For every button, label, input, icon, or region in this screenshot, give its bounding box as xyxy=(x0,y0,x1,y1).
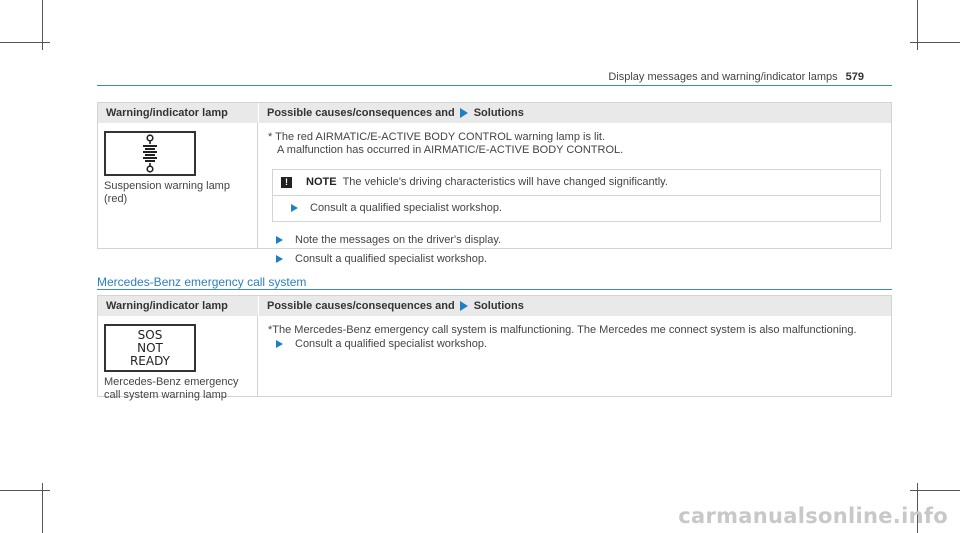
causes-header-text: Possible causes/consequences and xyxy=(267,300,455,312)
suspension-warning-icon xyxy=(104,131,196,176)
section-title: Mercedes-Benz emergency call system xyxy=(97,275,307,289)
header-section: Display messages and warning/indicator lamps xyxy=(608,71,838,83)
solutions-header-text: Solutions xyxy=(473,300,524,312)
col-causes-header xyxy=(258,103,891,123)
col-lamp-header: Warning/indicator lamp xyxy=(106,300,228,312)
causes-cell xyxy=(258,316,891,396)
note-text: The vehicle's driving characteristics will have changed significantly. xyxy=(342,176,668,188)
note-action xyxy=(273,196,880,221)
header-rule xyxy=(97,85,892,86)
step-text: Consult a qualified specialist workshop. xyxy=(295,253,487,265)
arrow-right-icon xyxy=(291,204,298,212)
table-header xyxy=(98,103,891,123)
step-item xyxy=(268,253,881,266)
arrow-right-icon xyxy=(460,108,468,118)
cause-detail: A malfunction has occurred in AIRMATIC/E-ACTIVE BODY CONTROL. xyxy=(277,144,624,156)
sos-line: NOT xyxy=(137,340,163,355)
solutions-header-text: Solutions xyxy=(473,107,524,119)
step-text: Consult a qualified specialist workshop. xyxy=(295,338,487,350)
note-box xyxy=(272,169,881,222)
lamp-cell xyxy=(98,316,258,401)
page-number: 579 xyxy=(845,71,864,83)
col-lamp-header: Warning/indicator lamp xyxy=(106,107,228,119)
section-rule xyxy=(97,289,892,290)
watermark: carmanualsonline.info xyxy=(678,504,948,528)
lamp-cell xyxy=(98,123,258,248)
table-row xyxy=(98,123,891,265)
warning-exclamation-icon: ! xyxy=(281,177,292,188)
arrow-right-icon xyxy=(276,255,283,263)
note-action-text: Consult a qualified specialist workshop. xyxy=(310,202,502,214)
step-item xyxy=(268,338,881,351)
lamp-label: Mercedes-Benz emergency call system warning lamp xyxy=(104,376,239,401)
crop-mark xyxy=(910,42,960,43)
step-item xyxy=(268,234,881,247)
cause-text: *The Mercedes-Benz emergency call system is malfunctioning. The Mercedes me connect system is also malfunctioning. xyxy=(268,324,857,336)
emergency-call-table xyxy=(97,295,892,401)
arrow-right-icon xyxy=(276,340,283,348)
running-header xyxy=(608,71,864,83)
note-header xyxy=(273,170,880,196)
sos-line: READY xyxy=(129,353,171,368)
cause-text: * The red AIRMATIC/E-ACTIVE BODY CONTROL warning lamp is lit. xyxy=(268,131,606,143)
arrow-right-icon xyxy=(276,236,283,244)
note-title: NOTE xyxy=(306,176,337,188)
arrow-right-icon xyxy=(460,301,468,311)
lamp-label: Suspension warning lamp (red) xyxy=(104,180,230,205)
table-row xyxy=(98,316,891,401)
crop-mark xyxy=(910,490,960,491)
suspension-table xyxy=(97,102,892,265)
step-text: Note the messages on the driver's display. xyxy=(295,234,502,246)
crop-mark xyxy=(0,42,50,43)
causes-header-text: Possible causes/consequences and xyxy=(267,107,455,119)
sos-not-ready-icon xyxy=(104,324,196,372)
table-header xyxy=(98,296,891,316)
col-causes-header xyxy=(258,296,891,316)
causes-cell xyxy=(258,123,891,265)
sos-line: SOS xyxy=(137,327,163,342)
crop-mark xyxy=(0,490,50,491)
